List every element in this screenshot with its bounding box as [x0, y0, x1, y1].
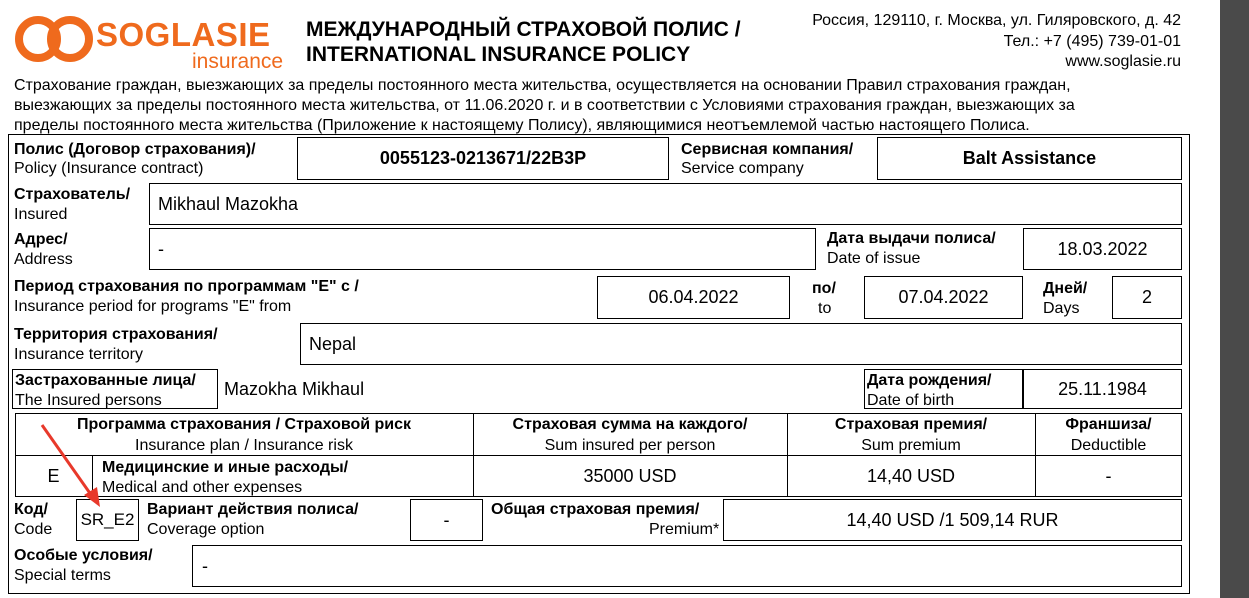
code-label-en: Code	[14, 521, 53, 538]
persons-value: Mazokha Mikhaul	[224, 378, 365, 399]
issue-date-field	[1023, 228, 1182, 270]
period-from-value: 06.04.2022	[648, 287, 739, 307]
total-premium-field	[723, 499, 1182, 541]
days-label-ru: Дней/	[1043, 280, 1088, 297]
persons-label-ru: Застрахованные лица/	[15, 372, 196, 389]
table-row-premium	[787, 456, 1035, 497]
birth-field	[1023, 369, 1182, 409]
total-premium-value: 14,40 USD /1 509,14 RUR	[846, 509, 1059, 530]
total-label-en: Premium*	[649, 521, 720, 538]
table-header-premium-en: Sum premium	[861, 437, 961, 454]
table-header-sum-ru: Страховая сумма на каждого/	[512, 416, 748, 433]
period-from-field	[597, 276, 790, 319]
birth-label-ru: Дата рождения/	[867, 372, 992, 389]
service-label-ru: Сервисная компания/	[681, 141, 854, 158]
address-value: -	[158, 238, 164, 259]
insured-label-ru: Страхователь/	[14, 186, 131, 203]
table-row-deductible	[1035, 456, 1182, 497]
territory-value: Nepal	[309, 333, 357, 354]
insured-label-en: Insured	[14, 206, 68, 223]
table-row-deductible-value: -	[1105, 466, 1112, 486]
logo-brand-text: SOGLASIE	[96, 16, 271, 53]
company-phone: Тел.: +7 (495) 739-01-01	[1003, 33, 1181, 50]
annotation-arrow-icon	[30, 415, 110, 510]
coverage-label-ru: Вариант действия полиса/	[147, 501, 359, 518]
table-row-risk-en: Medical and other expenses	[102, 479, 303, 496]
address-label-en: Address	[14, 251, 73, 268]
birth-label-en: Date of birth	[867, 392, 955, 409]
company-address: Россия, 129110, г. Москва, ул. Гиляровского, д. 42	[812, 12, 1181, 29]
company-logo	[14, 12, 284, 72]
days-value: 2	[1141, 287, 1152, 307]
table-header-sum-en: Sum insured per person	[544, 437, 716, 454]
issue-date-value: 18.03.2022	[1057, 238, 1148, 259]
table-header-premium-ru: Страховая премия/	[834, 416, 988, 433]
period-to-value: 07.04.2022	[898, 287, 989, 307]
document-title-ru: МЕЖДУНАРОДНЫЙ СТРАХОВОЙ ПОЛИС /	[306, 18, 741, 41]
special-label-ru: Особые условия/	[14, 547, 153, 564]
table-row-risk-ru: Медицинские и иные расходы/	[102, 459, 349, 476]
table-row-premium-value: 14,40 USD	[866, 466, 956, 486]
territory-field	[300, 323, 1182, 365]
special-terms-field	[192, 545, 1182, 587]
table-header-deductible-ru: Франшиза/	[1065, 416, 1152, 433]
policy-label-ru: Полис (Договор страхования)/	[14, 141, 256, 158]
days-label-en: Days	[1043, 300, 1080, 317]
service-company-field	[877, 137, 1182, 180]
period-to-field	[864, 276, 1023, 319]
insured-field	[149, 183, 1182, 225]
territory-label-ru: Территория страхования/	[14, 326, 218, 343]
intro-line-3: пределы постоянного места жительства (Приложение к настоящему Полису), являющимися неотъемлемой частью настоящего Полиса.	[14, 117, 1030, 134]
territory-label-en: Insurance territory	[14, 346, 143, 363]
policy-number-field	[297, 137, 669, 180]
table-header-plan-en: Insurance plan / Insurance risk	[135, 437, 353, 454]
table-row-sum	[473, 456, 787, 497]
special-terms-value: -	[202, 555, 208, 576]
persons-label-en: The Insured persons	[15, 392, 162, 409]
code-label-ru: Код/	[14, 501, 48, 518]
intro-line-1: Страхование граждан, выезжающих за пределы постоянного места жительства, осуществляется на основании Правил страхования граждан,	[14, 77, 1071, 94]
intro-text	[14, 76, 1075, 136]
table-row-code-value: E	[47, 466, 60, 486]
coverage-field	[410, 499, 483, 541]
table-header-deductible	[1035, 414, 1182, 456]
viewer-scrollbar[interactable]	[1220, 0, 1249, 598]
birth-value: 25.11.1984	[1058, 378, 1147, 399]
address-field	[149, 228, 816, 270]
policy-label-en: Policy (Insurance contract)	[14, 160, 204, 177]
issue-date-label-en: Date of issue	[827, 250, 921, 267]
company-website: www.soglasie.ru	[1065, 53, 1181, 70]
period-label-en: Insurance period for programs "E" from	[14, 298, 292, 315]
table-row-sum-value: 35000 USD	[583, 466, 677, 486]
period-to-label-ru: по/	[812, 280, 836, 297]
coverage-value: -	[443, 509, 450, 530]
days-field	[1112, 276, 1182, 319]
special-label-en: Special terms	[14, 567, 111, 584]
table-header-deductible-en: Deductible	[1070, 437, 1147, 454]
table-header-sum	[473, 414, 787, 456]
address-label-ru: Адрес/	[14, 231, 68, 248]
persons-field	[222, 369, 864, 409]
table-header-plan-ru: Программа страхования / Страховой риск	[76, 416, 412, 433]
period-label-ru: Период страхования по программам "Е" с /	[14, 278, 359, 295]
issue-date-label-ru: Дата выдачи полиса/	[827, 230, 996, 247]
code-value: SR_E2	[80, 510, 135, 529]
logo-sub-text: insurance	[192, 50, 284, 73]
intro-line-2: выезжающих за пределы постоянного места жительства, от 11.06.2020 г. и в соответствии с Условиями страхования граждан, выезжающих за	[14, 97, 1075, 114]
logo-rings-icon	[14, 14, 96, 64]
service-label-en: Service company	[681, 160, 804, 177]
table-header-premium	[787, 414, 1035, 456]
policy-number-value: 0055123-0213671/22B3P	[379, 148, 587, 168]
service-company-value: Balt Assistance	[962, 148, 1097, 168]
document-title-en: INTERNATIONAL INSURANCE POLICY	[306, 43, 691, 66]
total-label-ru: Общая страховая премия/	[491, 501, 700, 518]
insured-value: Mikhaul Mazokha	[158, 193, 299, 214]
period-to-label-en: to	[818, 300, 832, 317]
coverage-label-en: Coverage option	[147, 521, 265, 538]
